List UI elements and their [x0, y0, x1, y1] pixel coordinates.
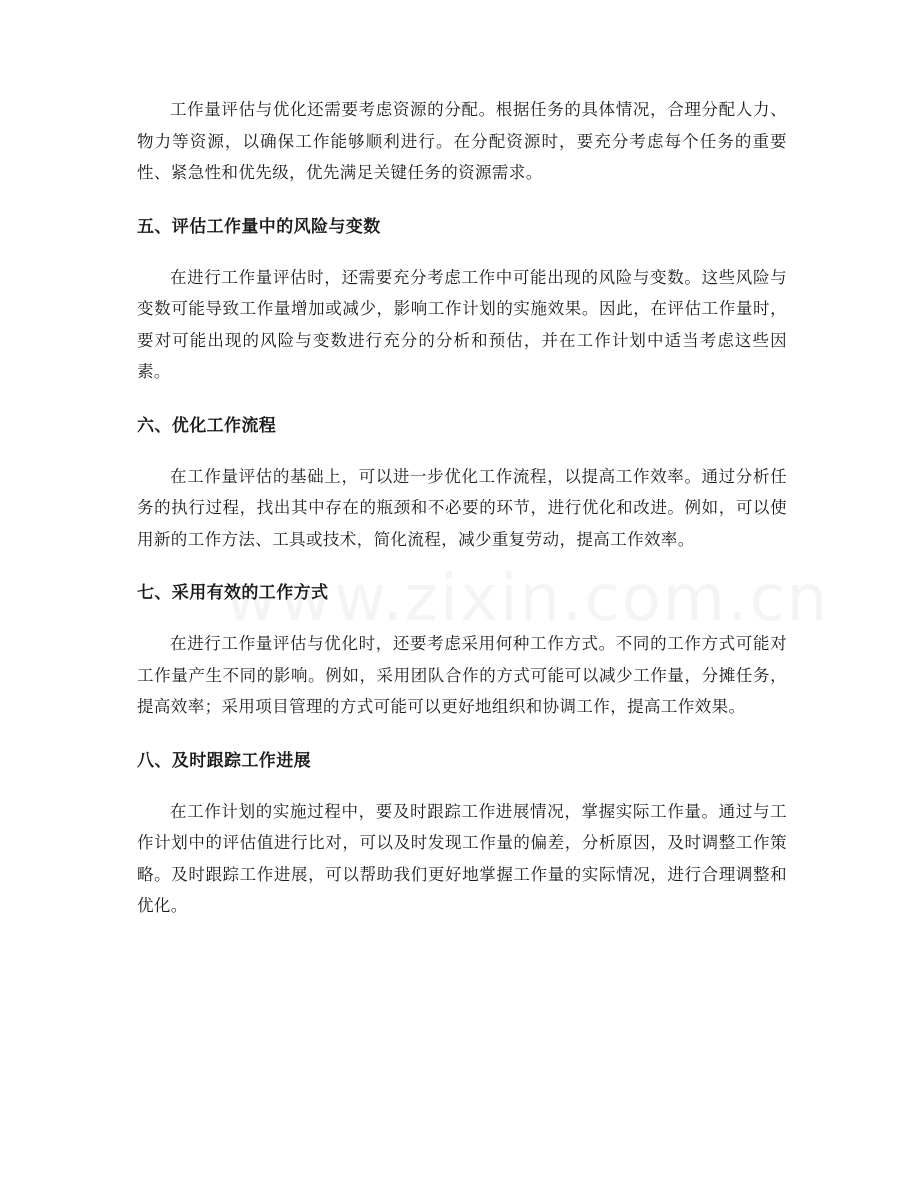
section-heading-8: 八、及时跟踪工作进展 [137, 750, 311, 771]
section-heading-5: 五、评估工作量中的风险与变数 [137, 216, 381, 237]
paragraph-risks: 在进行工作量评估时，还需要充分考虑工作中可能出现的风险与变数。这些风险与变数可能导致工作量增加或减少，影响工作计划的实施效果。因此，在评估工作量时，要对可能出现的风险与变数进行充分的分析和预估，并在工作计划中适当考虑这些因素。 [137, 267, 787, 381]
paragraph-work-methods: 在进行工作量评估与优化时，还要考虑采用何种工作方式。不同的工作方式可能对工作量产生不同的影响。例如，采用团队合作的方式可能可以减少工作量，分摊任务，提高效率；采用项目管理的方式可能可以更好地组织和协调工作，提高工作效果。 [137, 634, 787, 716]
paragraph-optimize-process: 在工作量评估的基础上，可以进一步优化工作流程，以提高工作效率。通过分析任务的执行过程，找出其中存在的瓶颈和不必要的环节，进行优化和改进。例如，可以使用新的工作方法、工具或技术，简化流程，减少重复劳动，提高工作效率。 [137, 466, 787, 549]
document-body [137, 94, 787, 922]
section-heading-7: 七、采用有效的工作方式 [137, 583, 329, 603]
paragraph-resource-allocation: 工作量评估与优化还需要考虑资源的分配。根据任务的具体情况，合理分配人力、物力等资源，以确保工作能够顺利进行。在分配资源时，要充分考虑每个任务的重要性、紧急性和优先级，优先满足关键任务的资源需求。 [137, 100, 787, 182]
section-heading-6: 六、优化工作流程 [137, 415, 277, 436]
paragraph-track-progress: 在工作计划的实施过程中，要及时跟踪工作进展情况，掌握实际工作量。通过与工作计划中的评估值进行比对，可以及时发现工作量的偏差，分析原因，及时调整工作策略。及时跟踪工作进展，可以帮助我们更好地掌握工作量的实际情况，进行合理调整和优化。 [137, 801, 787, 915]
